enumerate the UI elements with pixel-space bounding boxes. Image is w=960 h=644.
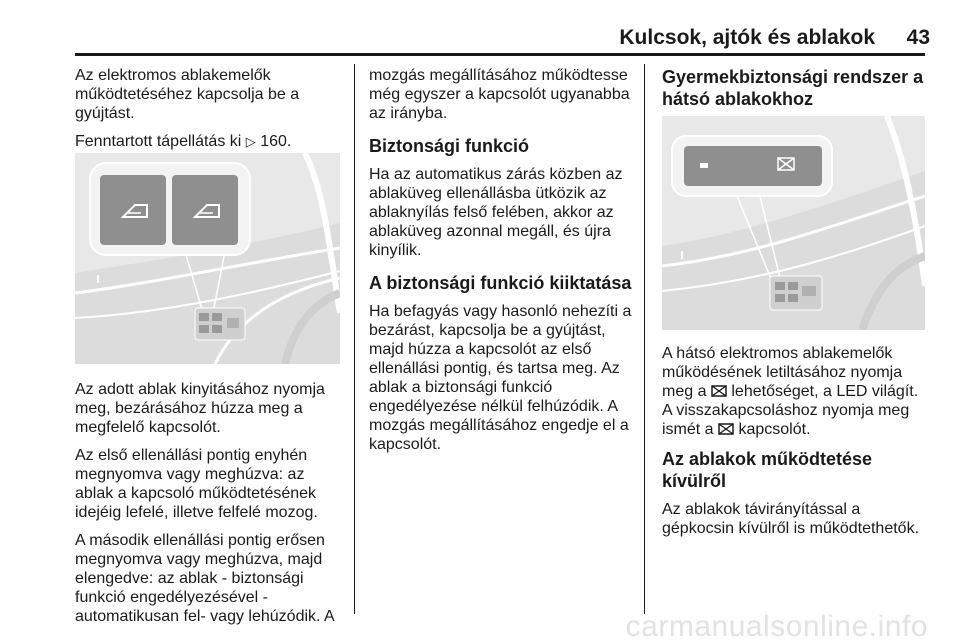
heading-safety-function: Biztonsági funkció [369,136,530,156]
column-3 [662,66,930,120]
column-divider-right [644,64,645,614]
child-lock-window-icon [711,385,727,397]
column-2 [369,66,639,463]
paragraph-ignition: Az elektromos ablakemelők működtetéséhez kapcsolja be a gyújtást. [75,67,300,122]
column-divider-left [354,64,355,614]
paragraph-override-safety: Ha befagyás vagy hasonló nehezíti a bezárást, kapcsolja be a gyújtást, majd húzza a kapcsolót az első ellenállási pontig, és tartsa meg. Az ablak a biztonsági funkció engedélyezése nélkül felhúzódik. A mozgás megállításához engedje el a kapcsolót. [369,303,632,453]
paragraph-safety-function: Ha az automatikus zárás közben az ablaküveg ellenállásba ütközik az ablaknyílás felső felében, akkor az ablaküveg azonnal megáll, és újra kinyílik. [369,166,623,259]
running-header-title: Kulcsok, ajtók és ablakok [619,26,875,49]
paragraph-second-stage: A második ellenállási pontig erősen megnyomva vagy meghúzva, majd elengedve: az ablak - biztonsági funkció engedélyezésével - automatikusan fel- vagy lehúzódik. A [75,532,335,625]
paragraph-open-close: Az adott ablak kinyitásához nyomja meg, bezárásához húzza meg a megfelelő kapcsolót. [75,381,325,436]
child-lock-drawing [662,116,925,330]
door-panel-drawing [75,153,340,364]
watermark-text: carmanualsonline.info [625,610,928,643]
watermark [0,610,960,644]
paragraph-first-stage: Az első ellenállási pontig enyhén megnyomva vagy meghúzva: az ablak a kapcsoló működtetésének idejéig lefelé, illetve felfelé mozog. [75,447,318,521]
page-number: 43 [906,26,930,49]
heading-exterior-operation: Az ablakok működtetése kívülről [662,449,873,491]
paragraph-exterior-operation: Az ablakok távirányítással a gépkocsin kívülről is működtethetők. [662,501,920,537]
column-3-continued [662,344,930,547]
front-window-switch-illustration [75,153,340,364]
child-lock-text-a: A hátsó elektromos ablakemelők működésének letiltásához nyomja meg a [662,345,903,400]
paragraph-stop-movement: mozgás megállításához működtesse még egyszer a kapcsolót ugyanabba az irányba. [369,67,630,122]
rear-window-child-lock-illustration [662,116,925,330]
heading-override-safety: A biztonsági funkció kiiktatása [369,273,632,293]
column-1-continued [75,380,347,635]
heading-child-lock: Gyermekbiztonsági rendszer a hátsó ablakokhoz [662,67,924,109]
header-rule [75,53,925,56]
child-lock-window-icon-2 [718,423,734,435]
child-lock-text-b: lehetőséget, a LED világít. A visszakapcsoláshoz nyomja meg ismét a [662,383,919,438]
retained-power-page-ref[interactable]: 160. [260,133,292,150]
child-lock-text-c: kapcsolót. [738,421,811,438]
page-reference-arrow-icon: ▷ [245,134,256,149]
paragraph-retained-power [75,132,347,151]
paragraph-child-lock [662,344,930,439]
column-1 [75,66,347,160]
retained-power-text: Fenntartott tápellátás ki [75,133,242,150]
